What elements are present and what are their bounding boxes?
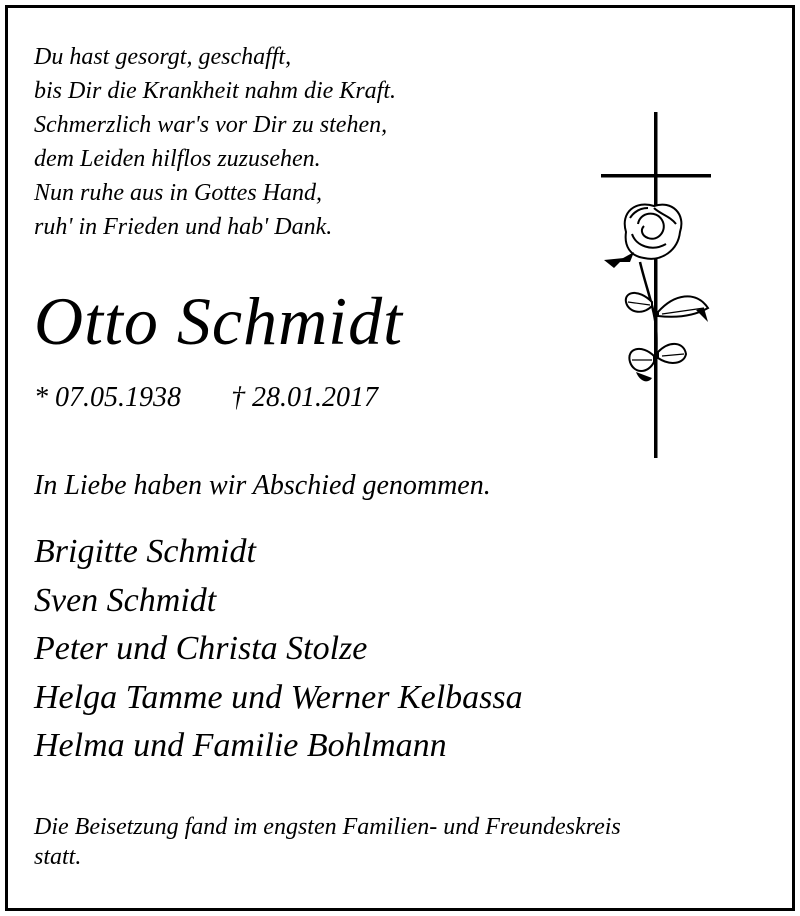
mourner-name: Helma und Familie Bohlmann — [34, 727, 447, 764]
birth-date: * 07.05.1938 — [34, 382, 181, 413]
poem-line: ruh' in Frieden und hab' Dank. — [34, 214, 333, 240]
note-line: Die Beisetzung fand im engsten Familien- und Freundeskreis — [34, 814, 621, 840]
mourner-name: Brigitte Schmidt — [34, 533, 256, 570]
poem-line: Schmerzlich war's vor Dir zu stehen, — [34, 112, 388, 138]
note-line: statt. — [34, 844, 82, 870]
poem-line: Du hast gesorgt, geschafft, — [34, 44, 292, 70]
memorial-poem — [34, 40, 554, 244]
poem-line: dem Leiden hilflos zuzusehen. — [34, 146, 321, 172]
mourner-name: Sven Schmidt — [34, 581, 217, 619]
mourners-list — [34, 528, 523, 771]
deceased-name: Otto Schmidt — [34, 283, 403, 359]
poem-line: bis Dir die Krankheit nahm die Kraft. — [34, 78, 396, 104]
mourner-name: Peter und Christa Stolze — [34, 630, 368, 667]
cross-with-rose-icon — [596, 112, 716, 462]
farewell-text: In Liebe haben wir Abschied genommen. — [34, 470, 491, 501]
mourner-name: Helga Tamme und Werner Kelbassa — [34, 678, 523, 716]
burial-note — [34, 812, 774, 872]
life-dates — [34, 378, 378, 418]
death-date: † 28.01.2017 — [231, 382, 378, 413]
poem-line: Nun ruhe aus in Gottes Hand, — [34, 180, 322, 206]
